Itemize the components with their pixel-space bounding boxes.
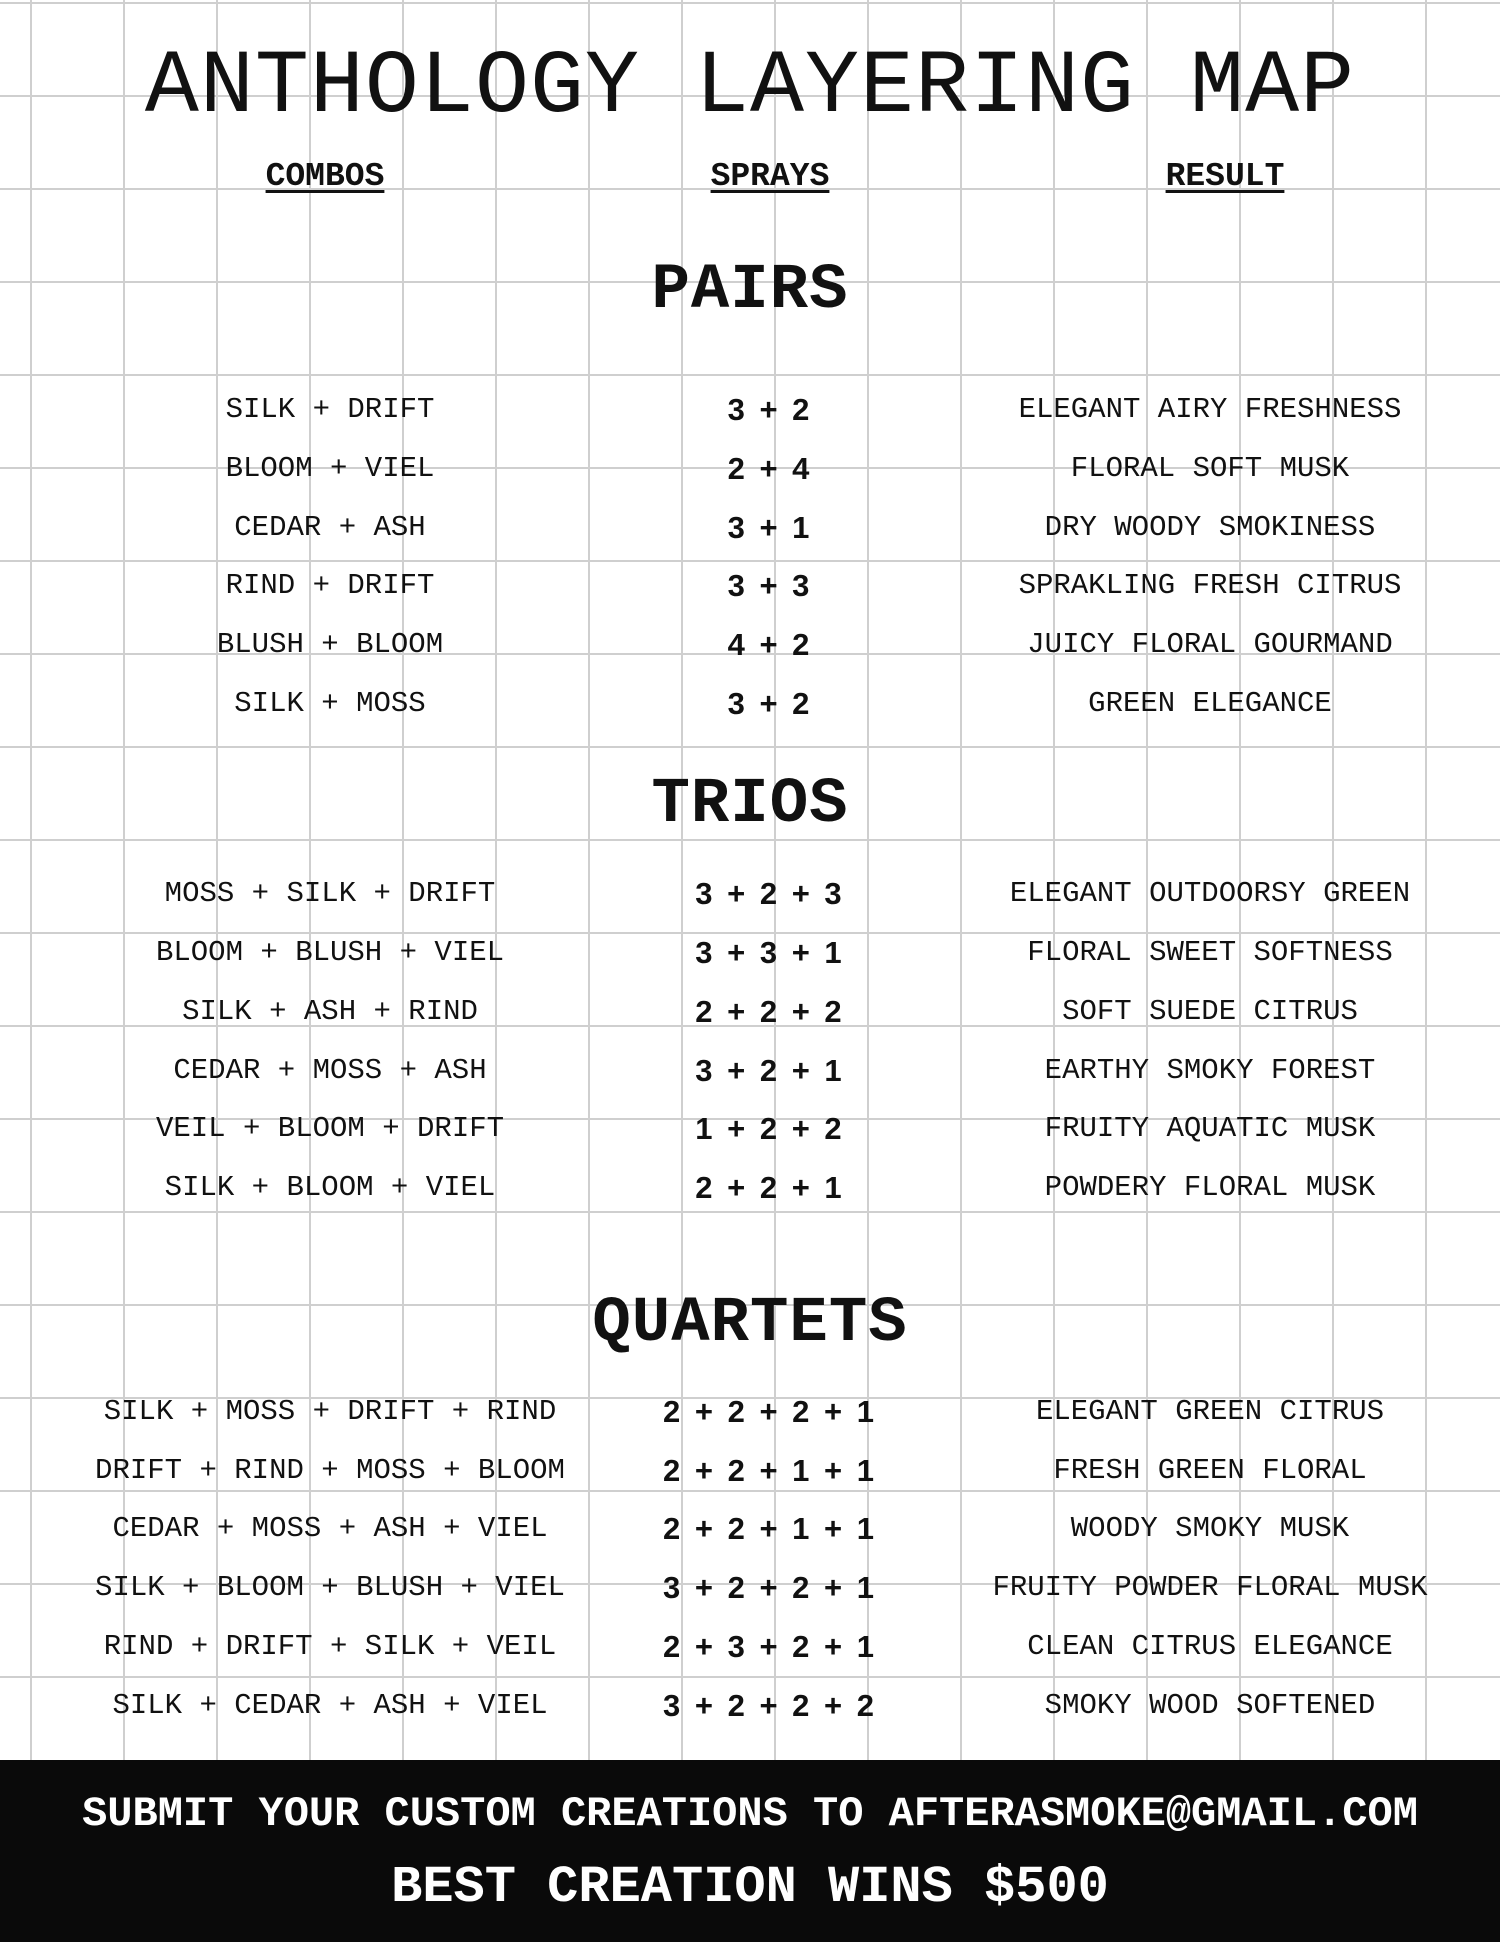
table-row xyxy=(0,679,1500,729)
table-row xyxy=(0,1622,1500,1672)
combo-cell: SILK + MOSS xyxy=(234,687,426,720)
sprays-cell: 3 + 2 + 3 xyxy=(695,876,845,911)
result-cell: FRESH GREEN FLORAL xyxy=(1053,1454,1367,1487)
table-row xyxy=(0,561,1500,611)
combo-cell: RIND + DRIFT + SILK + VEIL xyxy=(103,1630,557,1663)
result-cell: DRY WOODY SMOKINESS xyxy=(1044,511,1376,544)
table-row xyxy=(0,385,1500,435)
table-row xyxy=(0,1681,1500,1731)
section-title-quartets: QUARTETS xyxy=(592,1288,908,1360)
sprays-cell: 3 + 1 xyxy=(727,510,813,545)
result-cell: SMOKY WOOD SOFTENED xyxy=(1044,1689,1376,1722)
combo-cell: SILK + BLOOM + BLUSH + VIEL xyxy=(95,1571,565,1604)
sprays-cell: 2 + 2 + 2 + 1 xyxy=(663,1394,877,1429)
result-cell: WOODY SMOKY MUSK xyxy=(1070,1512,1350,1545)
section-title-pairs: PAIRS xyxy=(651,255,849,327)
result-cell: FRUITY POWDER FLORAL MUSK xyxy=(992,1571,1428,1604)
result-cell: FRUITY AQUATIC MUSK xyxy=(1044,1112,1376,1145)
result-cell: FLORAL SWEET SOFTNESS xyxy=(1027,936,1393,969)
result-cell: ELEGANT GREEN CITRUS xyxy=(1035,1395,1385,1428)
table-row xyxy=(0,503,1500,553)
table-row xyxy=(0,987,1500,1037)
combo-cell: BLUSH + BLOOM xyxy=(216,628,444,661)
section-title-trios: TRIOS xyxy=(651,769,849,841)
sprays-cell: 3 + 3 xyxy=(727,568,813,603)
combo-cell: BLOOM + VIEL xyxy=(225,452,435,485)
sprays-cell: 3 + 2 + 2 + 1 xyxy=(663,1570,877,1605)
sprays-cell: 4 + 2 xyxy=(727,627,813,662)
sprays-cell: 2 + 3 + 2 + 1 xyxy=(663,1629,877,1664)
footer-banner xyxy=(0,1760,1500,1942)
combo-cell: RIND + DRIFT xyxy=(225,569,435,602)
table-row xyxy=(0,1563,1500,1613)
table-row xyxy=(0,620,1500,670)
sprays-cell: 3 + 2 xyxy=(727,686,813,721)
combo-cell: SILK + MOSS + DRIFT + RIND xyxy=(103,1395,557,1428)
table-row xyxy=(0,1504,1500,1554)
table-row xyxy=(0,1163,1500,1213)
sprays-cell: 2 + 2 + 1 + 1 xyxy=(663,1511,877,1546)
sprays-cell: 2 + 2 + 2 xyxy=(695,994,845,1029)
result-cell: FLORAL SOFT MUSK xyxy=(1070,452,1350,485)
combo-cell: VEIL + BLOOM + DRIFT xyxy=(155,1112,505,1145)
result-cell: EARTHY SMOKY FOREST xyxy=(1044,1054,1376,1087)
page-title: ANTHOLOGY LAYERING MAP xyxy=(144,37,1356,139)
sprays-cell: 3 + 2 + 2 + 2 xyxy=(663,1688,877,1723)
table-row xyxy=(0,1446,1500,1496)
result-cell: ELEGANT OUTDOORSY GREEN xyxy=(1009,877,1411,910)
sprays-cell: 2 + 4 xyxy=(727,451,813,486)
table-row xyxy=(0,1387,1500,1437)
sprays-cell: 3 + 3 + 1 xyxy=(695,935,845,970)
table-row xyxy=(0,444,1500,494)
result-cell: SPRAKLING FRESH CITRUS xyxy=(1018,569,1402,602)
sprays-cell: 3 + 2 + 1 xyxy=(695,1053,845,1088)
column-header-combos: COMBOS xyxy=(265,158,385,195)
sprays-cell: 2 + 2 + 1 + 1 xyxy=(663,1453,877,1488)
result-cell: CLEAN CITRUS ELEGANCE xyxy=(1027,1630,1393,1663)
sprays-cell: 2 + 2 + 1 xyxy=(695,1170,845,1205)
column-header-sprays: SPRAYS xyxy=(710,158,830,195)
column-header-result: RESULT xyxy=(1165,158,1285,195)
result-cell: JUICY FLORAL GOURMAND xyxy=(1027,628,1393,661)
combo-cell: SILK + ASH + RIND xyxy=(182,995,478,1028)
combo-cell: CEDAR + MOSS + ASH xyxy=(173,1054,487,1087)
table-row xyxy=(0,869,1500,919)
combo-cell: BLOOM + BLUSH + VIEL xyxy=(155,936,505,969)
result-cell: GREEN ELEGANCE xyxy=(1088,687,1332,720)
table-row xyxy=(0,928,1500,978)
sprays-cell: 1 + 2 + 2 xyxy=(695,1111,845,1146)
combo-cell: DRIFT + RIND + MOSS + BLOOM xyxy=(95,1454,565,1487)
combo-cell: SILK + CEDAR + ASH + VIEL xyxy=(112,1689,548,1722)
footer-submit-text: SUBMIT YOUR CUSTOM CREATIONS TO AFTERASMOKE@GMAIL.COM xyxy=(82,1790,1418,1838)
combo-cell: SILK + BLOOM + VIEL xyxy=(164,1171,496,1204)
result-cell: SOFT SUEDE CITRUS xyxy=(1062,995,1358,1028)
result-cell: POWDERY FLORAL MUSK xyxy=(1044,1171,1376,1204)
table-row xyxy=(0,1104,1500,1154)
table-row xyxy=(0,1046,1500,1096)
footer-prize-text: BEST CREATION WINS $500 xyxy=(391,1858,1109,1917)
sprays-cell: 3 + 2 xyxy=(727,392,813,427)
combo-cell: CEDAR + ASH xyxy=(234,511,426,544)
combo-cell: SILK + DRIFT xyxy=(225,393,435,426)
result-cell: ELEGANT AIRY FRESHNESS xyxy=(1018,393,1402,426)
combo-cell: CEDAR + MOSS + ASH + VIEL xyxy=(112,1512,548,1545)
combo-cell: MOSS + SILK + DRIFT xyxy=(164,877,496,910)
